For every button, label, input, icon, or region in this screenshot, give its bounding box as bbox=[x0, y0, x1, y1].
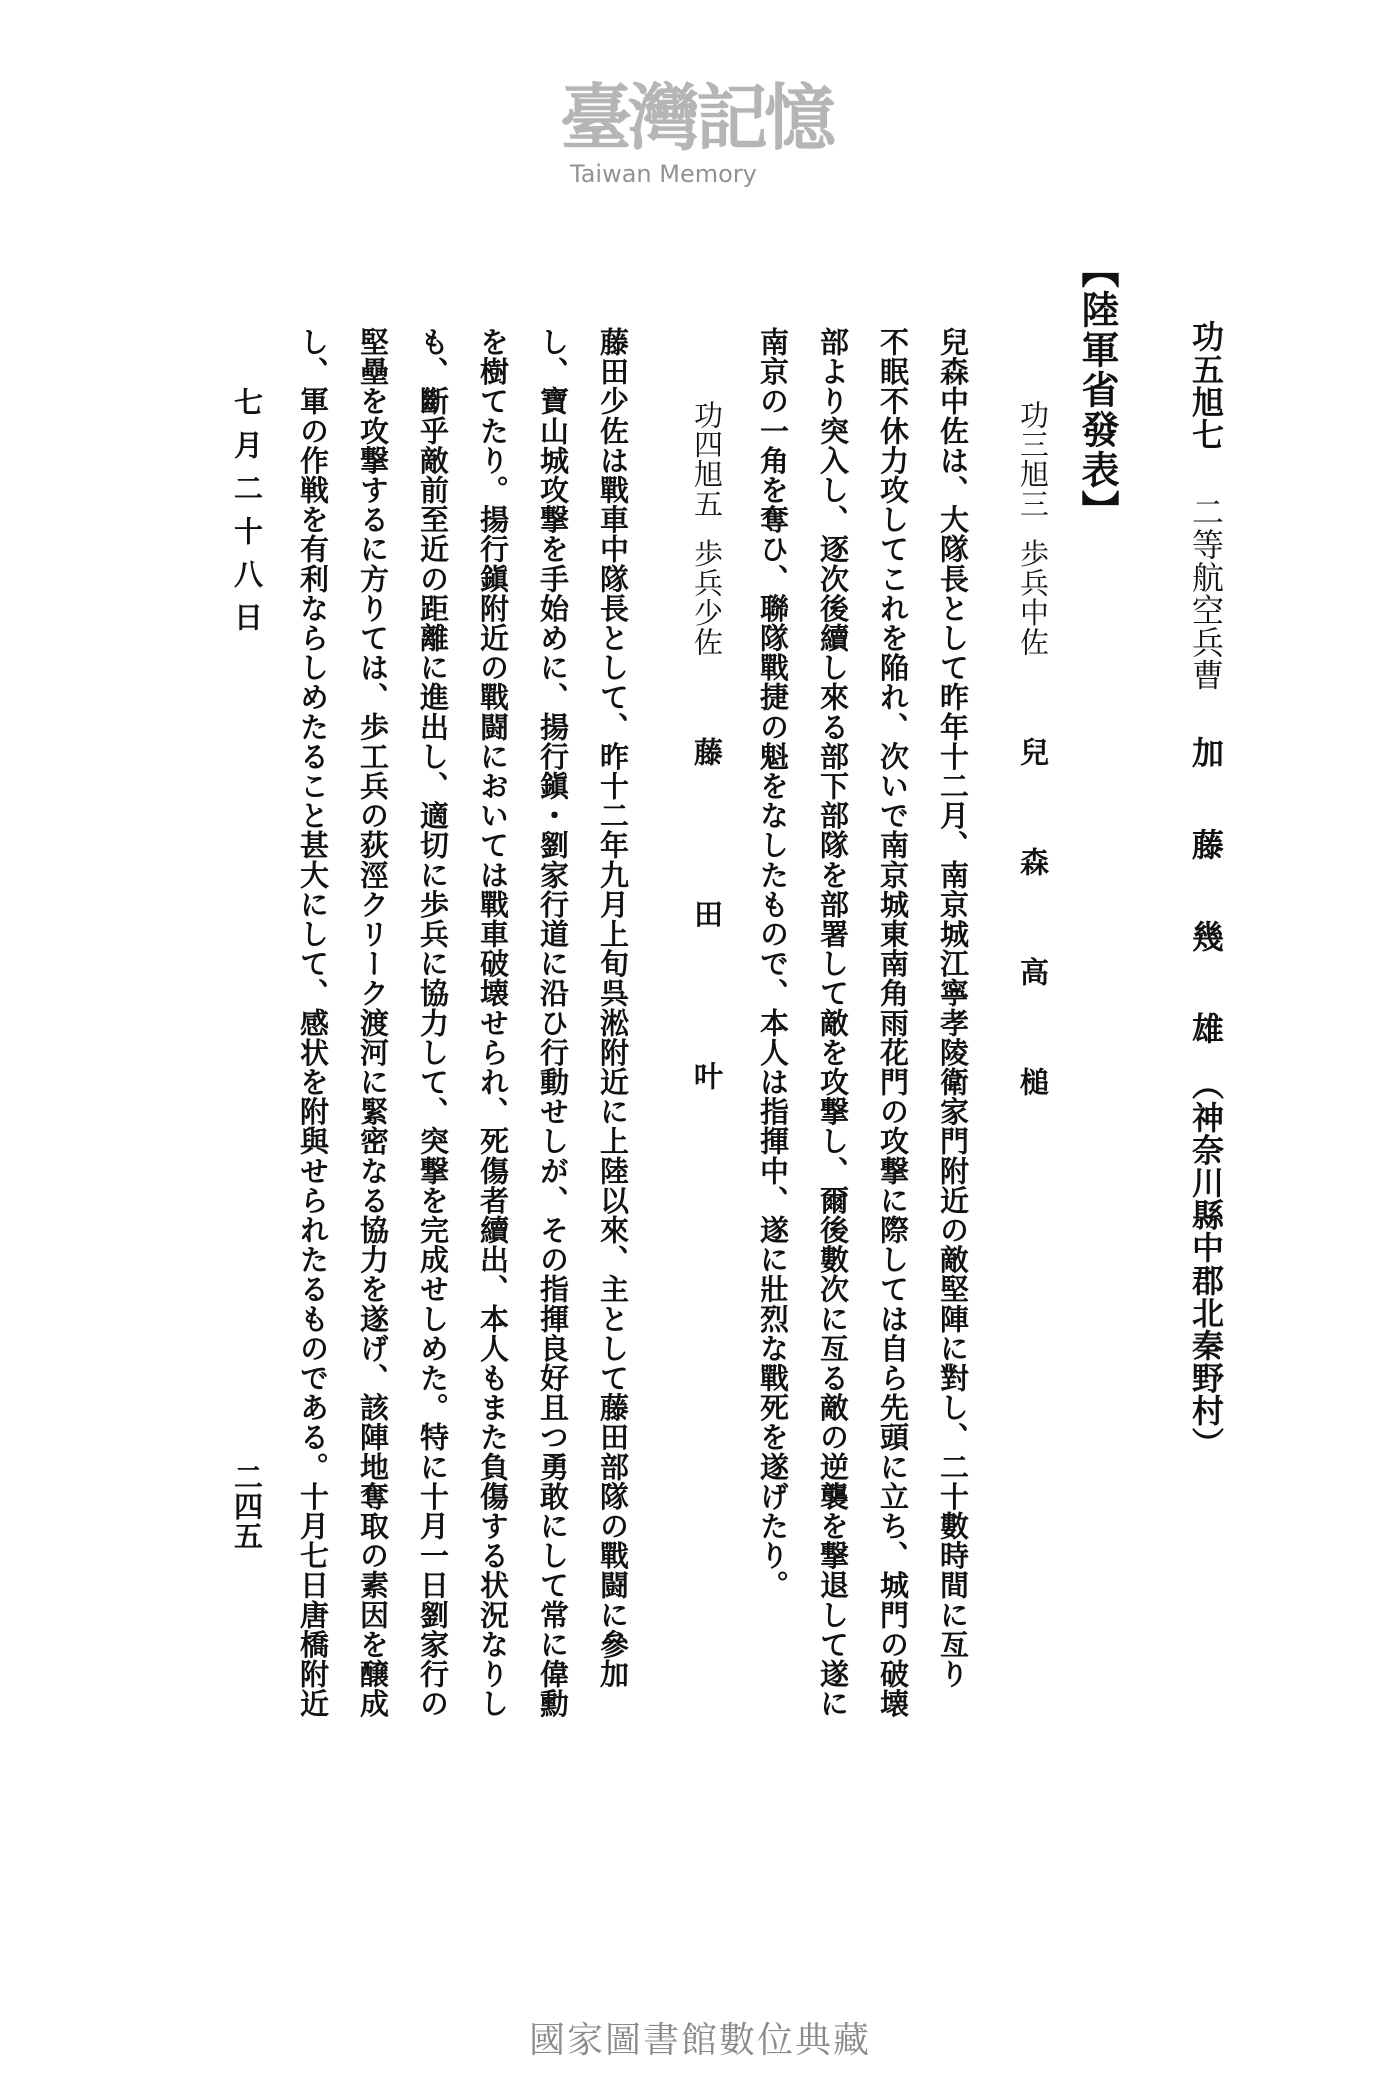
watermark-subtitle: Taiwan Memory bbox=[570, 160, 757, 188]
body-line: 南京の一角を奪ひ、聯隊戰捷の魁をなしたもので、本人は指揮中、遂に壯烈な戰死を遂げたり。 bbox=[756, 327, 790, 1600]
body-line: 堅壘を攻撃するに方りては、歩工兵の荻涇クリーク渡河に緊密なる協力を遂げ、該陣地奪取の素因を醸成 bbox=[356, 327, 390, 1719]
award-code: 功五旭七 bbox=[1187, 320, 1225, 451]
award-code: 功三旭三 bbox=[1016, 400, 1050, 519]
body-line: 藤田少佐は戰車中隊長として、昨十二年九月上旬呉淞附近に上陸以來、主として藤田部隊の戰闘に參加 bbox=[596, 327, 630, 1689]
person-name: 藤 田 叶 bbox=[690, 736, 724, 1142]
body-line: 兒森中佐は、大隊長として昨年十二月、南京城江寧孝陵衛家門附近の敵堅陣に對し、二十數時間に亙り bbox=[936, 327, 970, 1689]
body-line: し、軍の作戦を有利ならしめたること甚大にして、感状を附與せられたるものである。十月七日唐橋附近 bbox=[296, 327, 330, 1719]
body-line: し、寶山城攻撃を手始めに、揚行鎭・劉家行道に沿ひ行動せしが、その指揮良好且つ勇敢にして常に偉勳 bbox=[536, 327, 570, 1719]
rank: 歩兵中佐 bbox=[1016, 538, 1050, 657]
address: （神奈川縣中郡北秦野村） bbox=[1187, 1068, 1225, 1460]
body-line: も、斷乎敵前至近の距離に進出し、適切に歩兵に協力して、突撃を完成せしめた。特に十月一日劉家行の bbox=[416, 327, 450, 1719]
award-code: 功四旭五 bbox=[690, 400, 724, 519]
body-line: 部より突入し、逐次後續し來る部下部隊を部署して敵を攻撃し、爾後數次に亙る敵の逆襲を撃退して遂に bbox=[816, 327, 850, 1719]
award-heading-komori bbox=[1016, 400, 1050, 1122]
award-heading-fujita bbox=[690, 400, 724, 1142]
person-name: 加 藤 幾 雄 bbox=[1187, 736, 1225, 1059]
rank: 二等航空兵曹 bbox=[1187, 495, 1225, 692]
page-number: 二四五 bbox=[230, 1462, 264, 1551]
person-name: 兒 森 高 槌 bbox=[1016, 736, 1050, 1122]
date: 七月二十八日 bbox=[230, 387, 264, 645]
body-line: を樹てたり。揚行鎭附近の戰闘においては戰車破壊せられ、死傷者續出、本人もまた負傷する状況なりし bbox=[476, 327, 510, 1719]
watermark bbox=[560, 60, 860, 200]
watermark-logo: 臺灣記憶 bbox=[560, 75, 833, 160]
rank: 歩兵少佐 bbox=[690, 538, 724, 657]
body-line: 不眠不休力攻してこれを陥れ、次いで南京城東南角雨花門の攻撃に際しては自ら先頭に立ち、城門の破壊 bbox=[876, 327, 910, 1719]
section-title: 【陸軍省發表】 bbox=[1075, 250, 1120, 530]
award-heading-kato bbox=[1187, 320, 1225, 1460]
footer-credit: 國家圖書館數位典藏 bbox=[528, 2020, 871, 2061]
